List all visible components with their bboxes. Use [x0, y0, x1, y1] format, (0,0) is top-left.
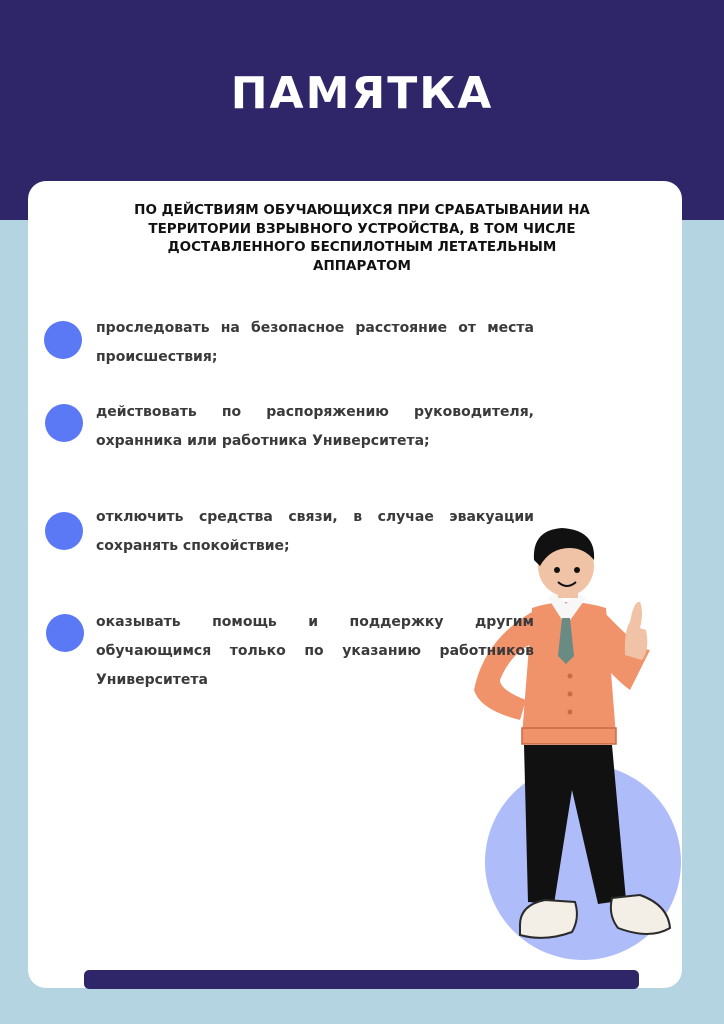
bullet-dot — [45, 404, 83, 442]
subtitle — [110, 201, 614, 275]
list-item: оказывать помощь и поддержку другим обучающимся только по указанию работников Университета — [96, 614, 534, 688]
list-item: отключить средства связи, в случае эвакуации сохранять спокойствие; — [96, 509, 534, 554]
list-item: действовать по распоряжению руководителя, охранника или работника Университета; — [96, 404, 534, 449]
subtitle-line: ДОСТАВЛЕННОГО БЕСПИЛОТНЫМ ЛЕТАТЕЛЬНЫМ — [167, 239, 557, 255]
page-title: ПАМЯТКА — [230, 68, 494, 119]
bullet-dot — [46, 614, 84, 652]
bullet-dot — [44, 321, 82, 359]
student-thumbs-up-illustration — [460, 520, 690, 960]
subtitle-line: АППАРАТОМ — [313, 257, 411, 274]
bottom-bar — [84, 970, 639, 989]
subtitle-line: ТЕРРИТОРИИ ВЗРЫВНОГО УСТРОЙСТВА, В ТОМ ЧИСЛЕ — [148, 220, 576, 237]
subtitle-line: ПО ДЕЙСТВИЯМ ОБУЧАЮЩИХСЯ ПРИ СРАБАТЫВАНИИ НА — [134, 202, 590, 218]
list-item: проследовать на безопасное расстояние от места происшествия; — [96, 320, 534, 365]
bullet-dot — [45, 512, 83, 550]
